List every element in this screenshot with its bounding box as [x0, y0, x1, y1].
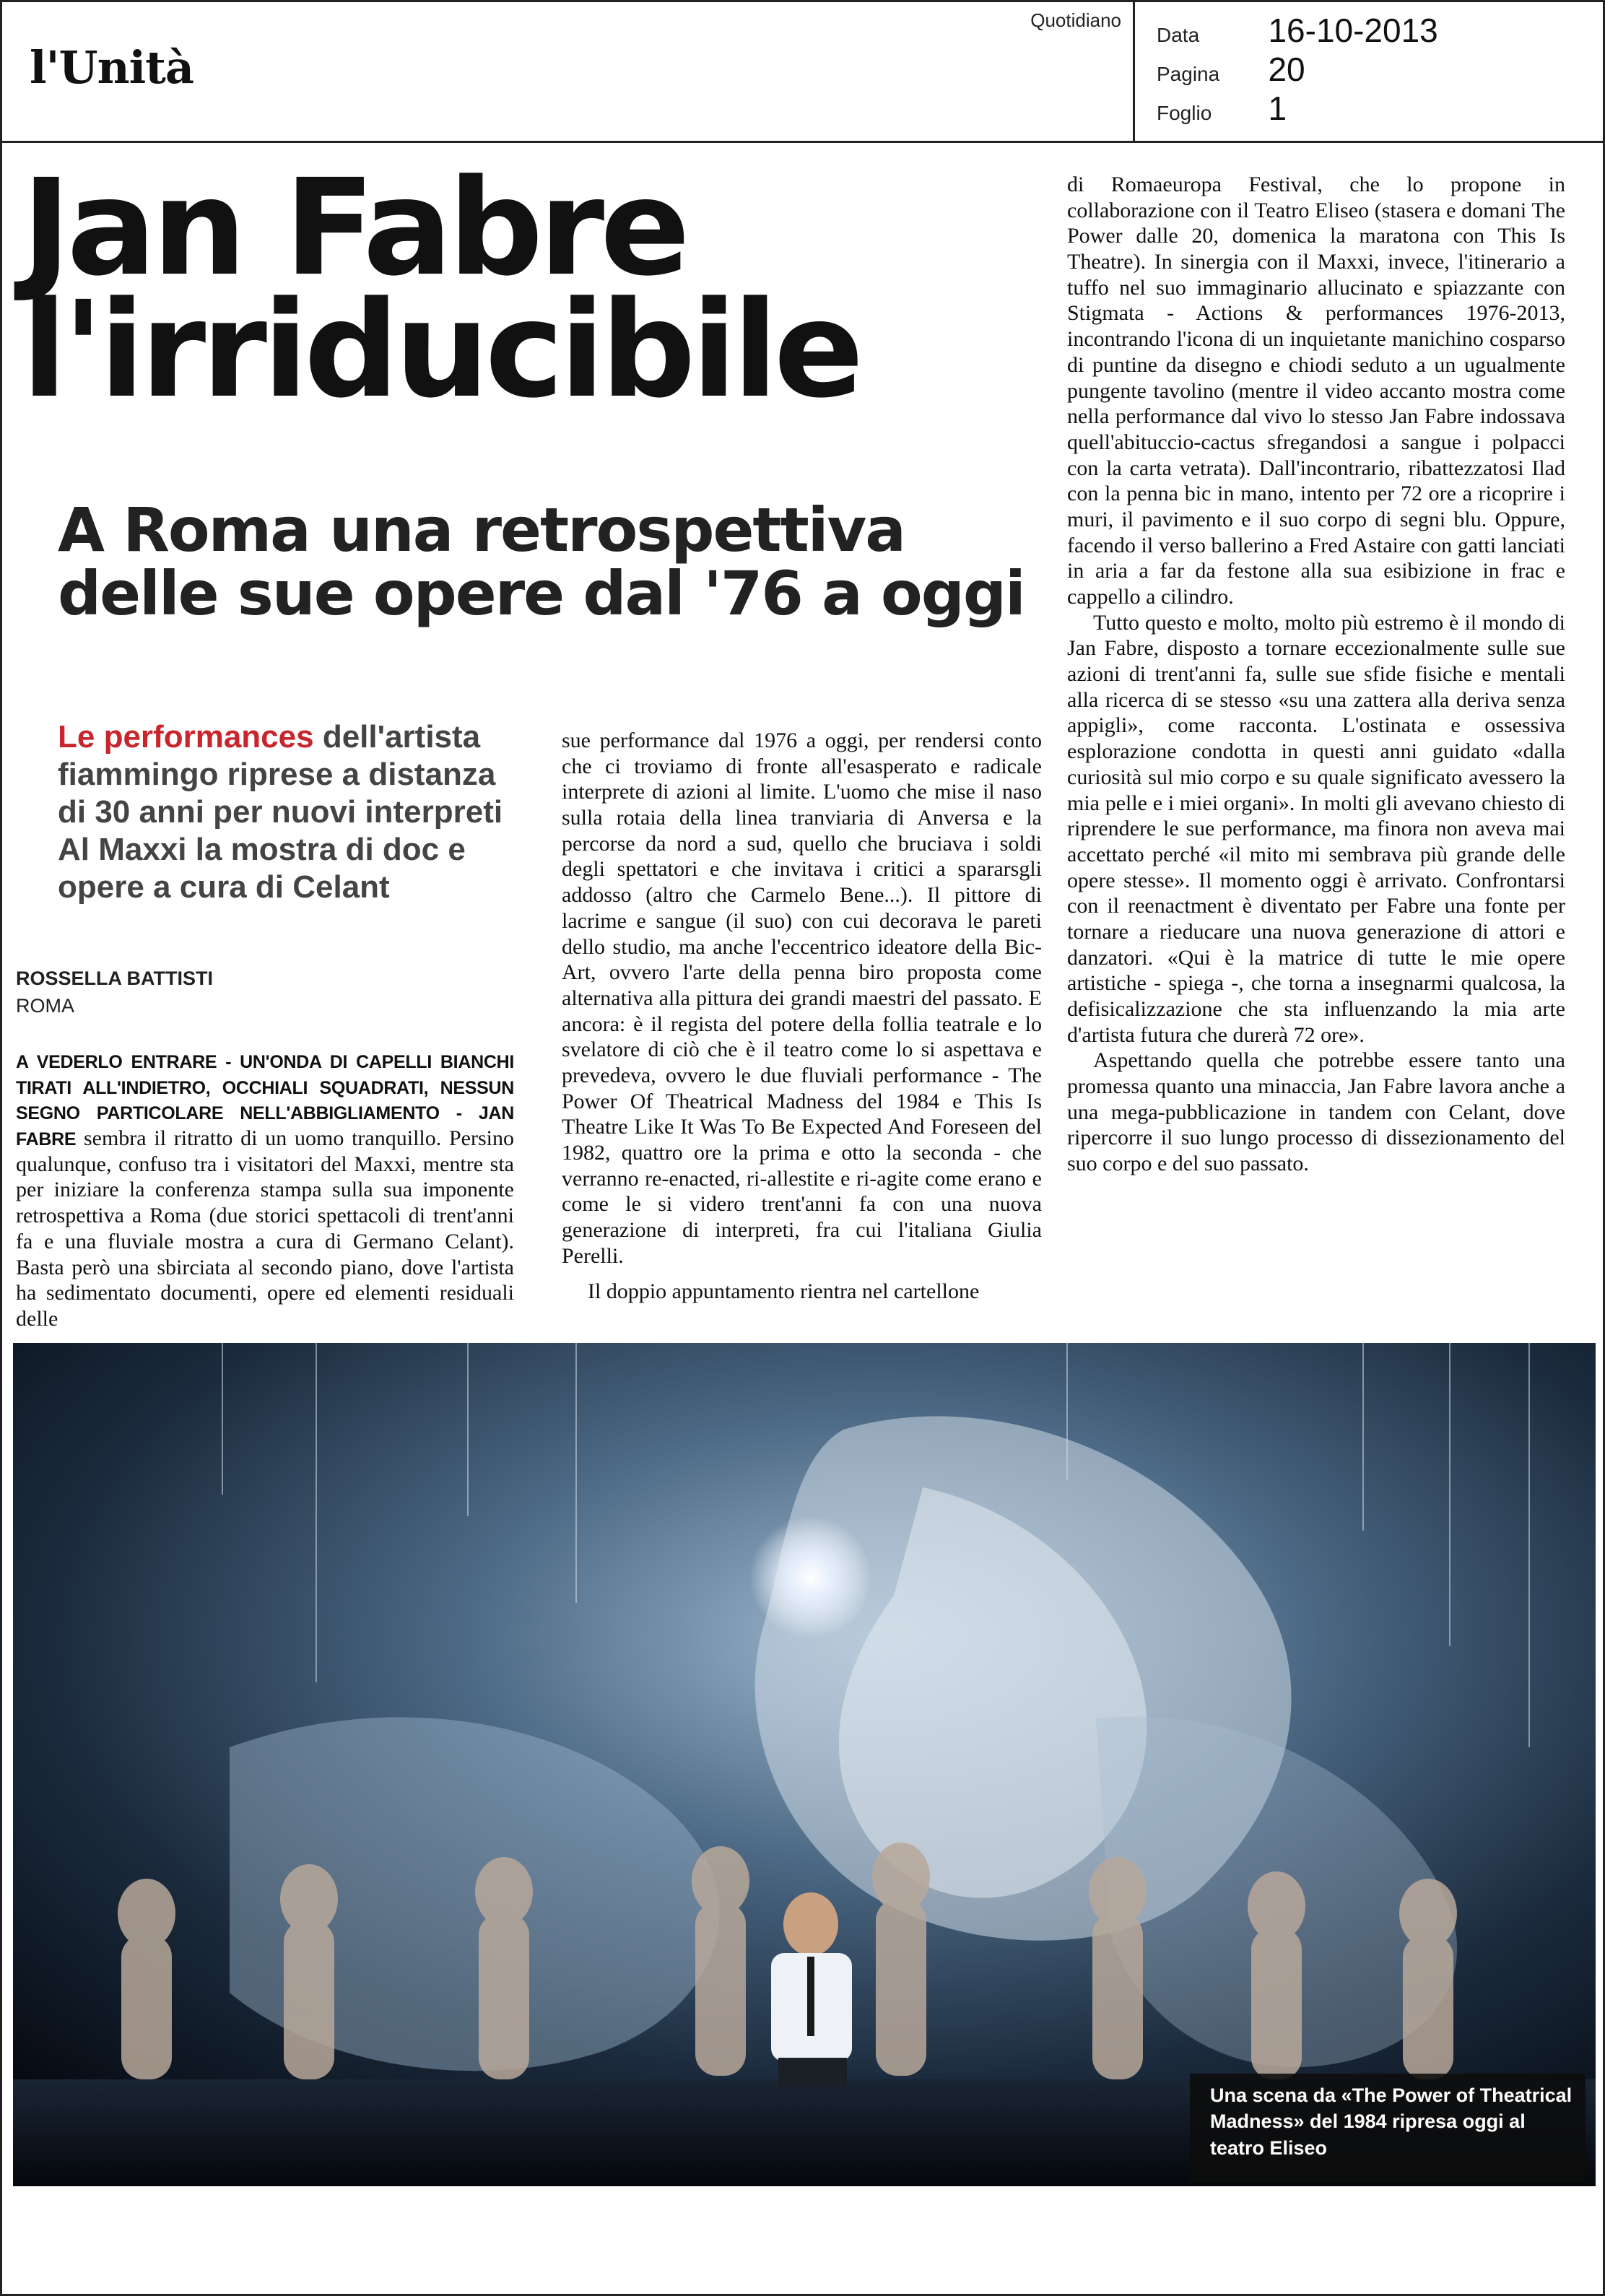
meta-row-foglio: [1157, 89, 1287, 128]
body-paragraph: [16, 1048, 514, 1332]
meta-value: 16-10-2013: [1268, 12, 1438, 49]
standfirst-highlight: Le performances: [58, 719, 314, 755]
header-masthead-box: [0, 0, 1135, 143]
body-text: sembra il ritratto di un uomo tranquillo. Persino qualunque, confuso tra i visitatori del Maxxi, mentre sta per iniziare la conferenza stampa sulla sua imponente retrospettiva a Roma (due storici spettacoli di trent'anni fa e una fluviale mostra a cura di Germano Celant). Basta però una sbirciata al secondo piano, dove l'artista ha sedimentato documenti, opere ed elementi residuali delle: [16, 1126, 514, 1331]
meta-row-data: [1157, 11, 1438, 50]
meta-label: Data: [1157, 24, 1200, 46]
body-paragraph: di Romaeuropa Festival, che lo propone in collaborazione con il Teatro Eliseo (stasera e domani The Power dalle 20, domenica la maratona con This Is Theatre). In sinergia con il Maxxi, invece, l'itinerario a tuffo nel suo immaginario allucinato e spiazzante con Stigmata - Actions & performances 1976-2013, incontrando l'icona di un inquietante manichino cosparso di puntine da disegno e chiodi seduto a un ugualmente pungente tavolino (mentre il video accanto mostra come nella performance dal vivo lo stesso Jan Fabre indossava quell'abituccio-cactus sfregandosi a sangue i polpacci con la carta vetrata). Dall'incontrario, ribattezzatosi Ilad con la penna bic in mano, intento per 72 ore a ricoprire i muri, il pavimento e il suo corpo di segni blu. Oppure, facendo il verso ballerino a Fred Astaire con gatti lanciati in aria a far da festone alla sua esibizione in frac e cappello a cilindro.: [1067, 173, 1565, 609]
header-meta-box: [1135, 0, 1605, 143]
standfirst-text: dell'artista fiammingo riprese a distanza di 30 anni per nuovi interpreti Al Maxxi la mostra di doc e opere a cura di Celant: [58, 719, 503, 905]
headline-line: Jan Fabre: [22, 151, 686, 305]
article-dateline: ROMA: [16, 995, 74, 1017]
article-subheadline: [58, 495, 1054, 630]
body-paragraph: Tutto questo e molto, molto più estremo è il mondo di Jan Fabre, disposto a tornare eccezionalmente sulle sue azioni di trent'anni fa, sulle sue sfide fisiche e mentali alla ricerca di se stesso «su una zattera alla deriva senza appigli», come racconta. L'ostinata e ossessiva esplorazione condotta in questi anni guidato «dalla curiosità sul mio corpo e su quale significato avessero la mia pelle e i miei organi». In molti gli avevano chiesto di riprendere le sue performance, ma finora non aveva mai accettato perché «il mito mi sembrava più grande delle opere stesse». Il momento oggi è arrivato. Confrontarsi con il reenactment è diventato per Fabre una fonte per tornare a rieducare una nuova generazione di attori e danzatori. «Qui è la matrice di tutte le mie opere artistiche - spiega -, che torna a insegnarmi qualcosa, la defisicalizzazione che sta influenzando la mia arte d'artista futura che durerà 72 ore».: [1067, 610, 1565, 1047]
author-byline: ROSSELLA BATTISTI: [16, 967, 213, 989]
meta-value: 1: [1268, 90, 1287, 127]
body-paragraph: Aspettando quella che potrebbe essere tanto una promessa quanto una minaccia, Jan Fabre lavora anche a una mega-pubblicazione in tandem con Celant, dove ripercorre il suo lungo processo di dissezionamento del suo corpo e del suo passato.: [1067, 1048, 1565, 1176]
article-headline: [22, 151, 1047, 428]
body-paragraph: Il doppio appuntamento rientra nel cartellone: [588, 1279, 980, 1304]
meta-row-pagina: [1157, 50, 1305, 89]
subheadline-line: A Roma una retrospettiva: [58, 495, 905, 565]
meta-label: Foglio: [1157, 102, 1212, 124]
body-paragraph: sue performance dal 1976 a oggi, per rendersi conto che ci troviamo di fronte all'esasperato e radicale interprete di azioni al limite. L'uomo che mise il naso sulla rotaia della linea tranviaria di Anversa e la percorse da nord a sud, quello che bruciava i soldi degli spettatori e che invitava i critici a spararsgli addosso (altro che Carmelo Bene...). Il pittore di lacrime e sangue (il suo) con cui decorava le pareti dello studio, ma anche l'eccentrico ideatore della Bic-Art, ovvero l'arte della penna biro proposta come alternativa alla pittura dei grandi maestri del passato. E ancora: è il regista del potere della follia teatrale e lo svelatore di ciò che è il teatro come lo si aspettava e prevedeva, ovvero le due fluviali performance - The Power Of Theatrical Madness del 1984 e This Is Theatre Like It Was To Be Expected And Foreseen del 1982, quattro ore la prima e otto la seconda - che verranno re-enacted, ri-allestite e ri-agite come erano e come le si videro trent'anni fa con una nuova generazione di interpreti, fra cui l'italiana Giulia Perelli.: [562, 729, 1042, 1268]
stage-photo: [13, 1343, 1596, 2186]
photo-caption: Una scena da «The Power of Theatrical Madness» del 1984 ripresa oggi al teatro Eliseo: [1210, 2084, 1573, 2159]
body-column-1: [16, 1048, 514, 1332]
body-column-2: [562, 728, 1042, 1305]
headline-line: l'irriducibile: [22, 273, 860, 428]
newspaper-masthead: l'Unità: [30, 41, 194, 94]
source-type-label: Quotidiano: [1030, 9, 1121, 31]
body-column-3: [1067, 172, 1565, 1177]
subheadline-line: delle sue opere dal '76 a oggi: [58, 558, 1025, 630]
article-standfirst: [58, 718, 505, 906]
lead-in: A VEDERLO ENTRARE - UN'ONDA DI CAPELLI BIANCHI TIRATI ALL'INDIETRO, OCCHIALI SQUADRATI, NESSUN SEGNO PARTICOLARE NELL'ABBIGLIAMENTO - JAN FABRE: [16, 1052, 514, 1150]
meta-value: 20: [1268, 51, 1305, 88]
meta-label: Pagina: [1157, 63, 1220, 85]
stage-photo-graphic: [13, 1343, 1596, 2186]
photo-caption-box: [1190, 2074, 1586, 2182]
